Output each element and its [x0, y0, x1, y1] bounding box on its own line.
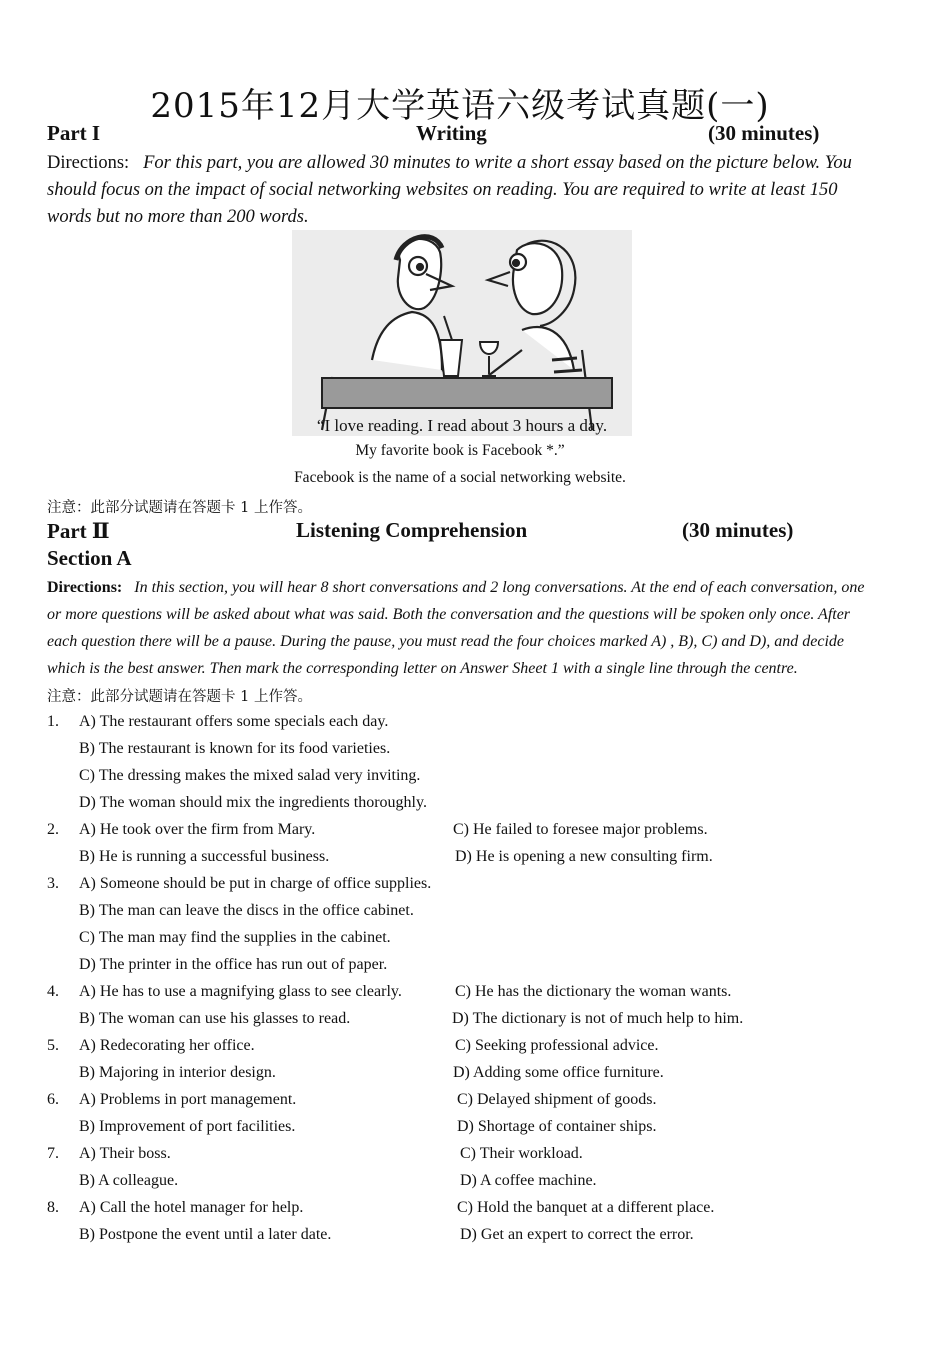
cartoon-drawing [292, 230, 632, 436]
option-a: A) He took over the firm from Mary. [79, 821, 316, 838]
cartoon-caption: “I love reading. I read about 3 hours a day. [316, 416, 608, 435]
option-a: A) Someone should be put in charge of office supplies. [79, 875, 432, 892]
section-a-heading: Section A [47, 546, 132, 570]
option-d: D) A coffee machine. [460, 1172, 597, 1189]
option-a: A) Their boss. [79, 1145, 171, 1162]
option-d: D) The woman should mix the ingredients thoroughly. [79, 794, 427, 811]
part2-label: Part Ⅱ [47, 519, 110, 543]
option-a: A) He has to use a magnifying glass to see clearly. [79, 983, 402, 1000]
option-b: B) Majoring in interior design. [79, 1064, 276, 1081]
option-b: B) A colleague. [79, 1172, 179, 1189]
option-a: A) The restaurant offers some specials each day. [79, 713, 389, 730]
part2-time: (30 minutes) [682, 518, 794, 542]
part2-name: Listening Comprehension [296, 518, 528, 542]
part2-directions-label: Directions: [47, 579, 123, 596]
option-a: A) Problems in port management. [79, 1091, 297, 1108]
part1-directions [47, 150, 867, 231]
option-b: B) The restaurant is known for its food varieties. [79, 740, 391, 757]
cartoon-footnote: Facebook is the name of a social networking website. [294, 469, 626, 486]
question-number: 3. [47, 875, 59, 892]
part1-time: (30 minutes) [708, 121, 820, 145]
option-b: B) Improvement of port facilities. [79, 1118, 296, 1135]
page-title: 2015年12月大学英语六级考试真题(一) [150, 86, 770, 126]
option-b: B) Postpone the event until a later date. [79, 1226, 332, 1243]
option-c: C) The dressing makes the mixed salad very inviting. [79, 767, 421, 784]
part2-note: 注意：此部分试题请在答题卡 1 上作答。 [47, 689, 312, 705]
option-d: D) Get an expert to correct the error. [460, 1226, 694, 1243]
option-a: A) Redecorating her office. [79, 1037, 255, 1054]
part1-label: Part I [47, 121, 101, 145]
option-c: C) Their workload. [460, 1145, 583, 1162]
part1-directions-label: Directions: [47, 153, 130, 173]
question-number: 6. [47, 1091, 59, 1108]
option-c: C) Delayed shipment of goods. [457, 1091, 657, 1108]
option-c: C) Seeking professional advice. [455, 1037, 659, 1054]
question-number: 7. [47, 1145, 59, 1162]
part2-directions-text: In this section, you will hear 8 short conversations and 2 long conversations. At the end of each conversation, one or more questions will be asked about what was said. Both the conversation and the questions will be spoken only once. After each question there will be a pause. During the pause, you must read the four choices marked A) , B), C) and D), and decide which is the best answer. Then mark the corresponding letter on Answer Sheet 1 with a single line through the centre. [47, 579, 865, 677]
option-d: D) Shortage of container ships. [457, 1118, 657, 1135]
question-number: 5. [47, 1037, 59, 1054]
question-number: 4. [47, 983, 59, 1000]
option-c: C) The man may find the supplies in the cabinet. [79, 929, 391, 946]
question-number: 1. [47, 713, 59, 730]
question-number: 8. [47, 1199, 59, 1216]
cartoon-caption-line2: My favorite book is Facebook *.” [355, 442, 565, 459]
option-b: B) The man can leave the discs in the office cabinet. [79, 902, 414, 919]
part1-directions-text: For this part, you are allowed 30 minutes to write a short essay based on the picture below. You should focus on the impact of social networking websites on reading. You are required to write at least 150 words but no more than 200 words. [47, 153, 852, 227]
option-a: A) Call the hotel manager for help. [79, 1199, 304, 1216]
option-b: B) He is running a successful business. [79, 848, 330, 865]
cartoon-illustration [292, 230, 632, 436]
option-c: C) Hold the banquet at a different place. [457, 1199, 715, 1216]
option-b: B) The woman can use his glasses to read. [79, 1010, 351, 1027]
option-c: C) He failed to foresee major problems. [453, 821, 708, 838]
part2-directions [47, 574, 877, 682]
option-d: D) The printer in the office has run out of paper. [79, 956, 388, 973]
option-d: D) The dictionary is not of much help to him. [452, 1010, 744, 1027]
question-number: 2. [47, 821, 59, 838]
option-c: C) He has the dictionary the woman wants. [455, 983, 732, 1000]
option-d: D) Adding some office furniture. [453, 1064, 664, 1081]
part1-name: Writing [416, 121, 487, 145]
option-d: D) He is opening a new consulting firm. [455, 848, 713, 865]
part1-note: 注意：此部分试题请在答题卡 1 上作答。 [47, 500, 312, 516]
